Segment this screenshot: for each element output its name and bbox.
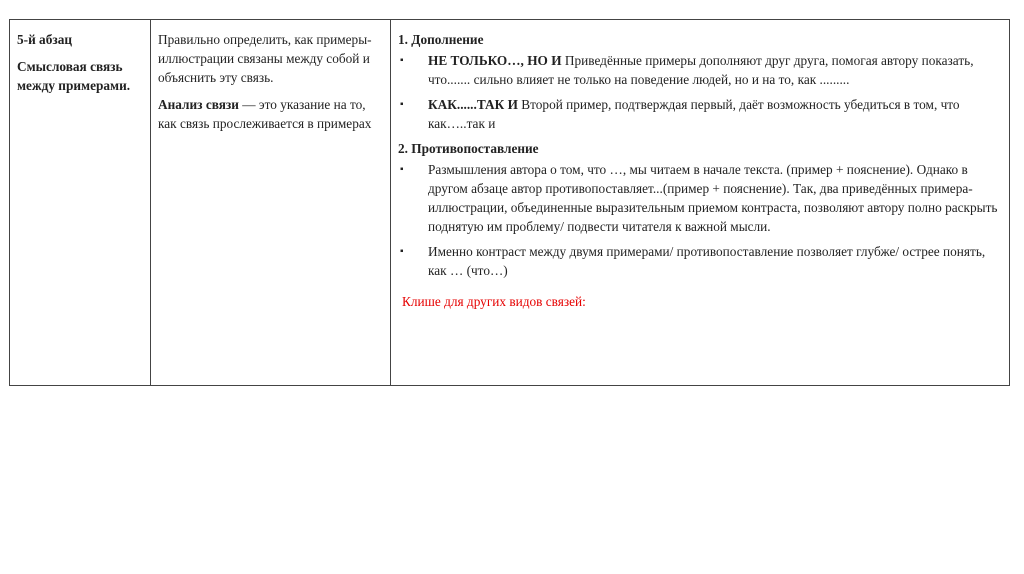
cliche-text: Приведённые примеры дополняют друг друга, помогая автору показать, что....... сильно влияет не только на поведение людей, но и на то, как .........: [428, 53, 974, 87]
bullet-icon: ▪: [400, 55, 404, 66]
analysis-term: Анализ связи: [158, 97, 239, 112]
bullet-icon: ▪: [400, 99, 404, 110]
cliche-phrase: КАК......ТАК И: [428, 97, 518, 112]
bullet-icon: ▪: [400, 164, 404, 175]
section-heading-addition: 1. Дополнение: [398, 32, 484, 47]
table-cell-cliches: [391, 20, 1009, 385]
cliche-phrase: НЕ ТОЛЬКО…, НО И: [428, 53, 562, 68]
table-cell-task: [151, 20, 391, 385]
cliche-text: Именно контраст между двумя примерами/ противопоставление позволяет глубже/ острее понять, как … (что…): [428, 244, 986, 278]
cliche-text: Размышления автора о том, что …, мы читаем в начале текста. (пример + пояснение). Однако в другом абзаце автор противопоставляет...(пример + пояснение). Так, два приведённых примера-иллюстрации, объединенные выразительным приемом контраста, позволяют автору полно раскрыть поднятую им проблему/ подвести читателя к важной мысли.: [428, 162, 998, 234]
list-item: [398, 242, 1003, 280]
list-item: [398, 51, 1003, 89]
bullet-icon: ▪: [400, 246, 404, 257]
cliche-note: Клише для других видов связей:: [402, 294, 586, 309]
task-description: Правильно определить, как примеры-иллюстрации связаны между собой и объяснить эту связь.: [158, 32, 372, 85]
analysis-definition-text: — это указание на то, как связь прослеживается в примерах: [158, 97, 372, 131]
analysis-definition: [158, 95, 382, 133]
topic-title: Смысловая связь между примерами.: [17, 59, 131, 93]
section-heading-contrast: 2. Противопоставление: [398, 141, 539, 156]
cliche-text: Второй пример, подтверждая первый, даёт возможность убедиться в том, что как…..так и: [428, 97, 960, 131]
content-table: [9, 19, 1010, 386]
contrast-list: [398, 160, 1003, 280]
table-cell-topic: [10, 20, 151, 385]
paragraph-number: 5-й абзац: [17, 32, 73, 47]
list-item: [398, 95, 1003, 133]
addition-list: [398, 51, 1003, 133]
list-item: [398, 160, 1003, 236]
